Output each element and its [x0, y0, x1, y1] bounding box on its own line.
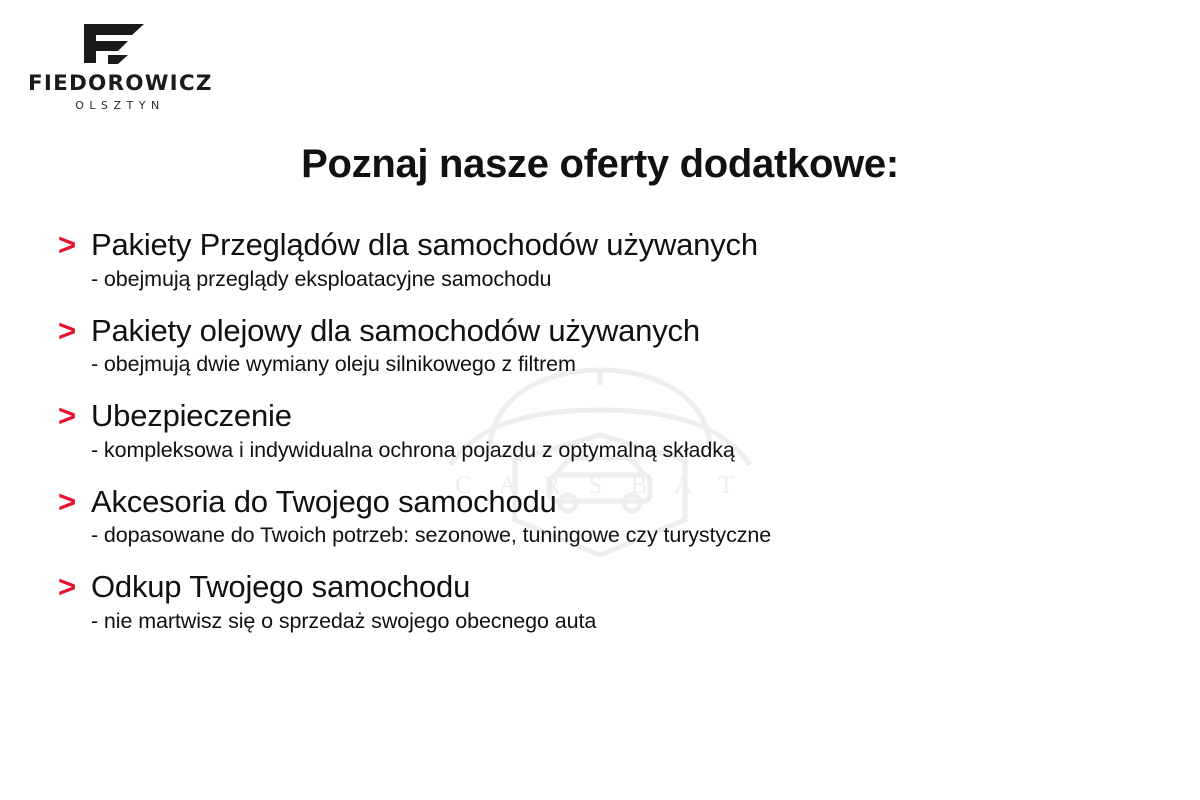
company-logo — [28, 22, 288, 112]
offers-list — [0, 228, 1200, 656]
offer-title: Akcesoria do Twojego samochodu — [91, 483, 557, 519]
list-item — [0, 485, 1200, 550]
chevron-right-bullet-icon: > — [58, 398, 77, 434]
page-title: Poznaj nasze oferty dodatkowe: — [301, 142, 899, 186]
offer-title: Odkup Twojego samochodu — [91, 569, 471, 605]
list-item — [0, 228, 1200, 293]
offer-heading — [58, 570, 1200, 605]
list-item — [0, 314, 1200, 379]
fiedorowicz-f-mark-icon — [82, 22, 146, 64]
offer-heading — [58, 485, 1200, 520]
watermark-text: C A R S B A T — [455, 472, 745, 499]
offer-title: Pakiety Przeglądów dla samochodów używanych — [91, 227, 758, 262]
offer-heading — [58, 314, 1200, 349]
offer-subtitle: - kompleksowa i indywidualna ochrona pojazdu z optymalną składką — [91, 437, 735, 462]
offer-subtitle: - obejmują przeglądy eksploatacyjne samochodu — [91, 266, 552, 291]
list-item — [0, 399, 1200, 464]
logo-company-name: FIEDOROWICZ — [28, 71, 213, 96]
chevron-right-bullet-icon: > — [58, 483, 77, 519]
offer-heading — [58, 399, 1200, 434]
chevron-right-bullet-icon: > — [58, 569, 77, 605]
offer-subtitle: - nie martwisz się o sprzedaż swojego obecnego auta — [91, 608, 597, 633]
offer-title: Pakiety olejowy dla samochodów używanych — [91, 312, 700, 348]
chevron-right-bullet-icon: > — [58, 312, 77, 348]
offer-subtitle: - dopasowane do Twoich potrzeb: sezonowe, tuningowe czy turystyczne — [91, 523, 772, 548]
offer-title: Ubezpieczenie — [91, 398, 292, 434]
offer-heading — [58, 228, 1200, 263]
list-item — [0, 570, 1200, 635]
offer-subtitle: - obejmują dwie wymiany oleju silnikowego z filtrem — [91, 352, 576, 377]
logo-city: OLSZTYN — [75, 99, 165, 112]
chevron-right-bullet-icon: > — [58, 227, 77, 262]
